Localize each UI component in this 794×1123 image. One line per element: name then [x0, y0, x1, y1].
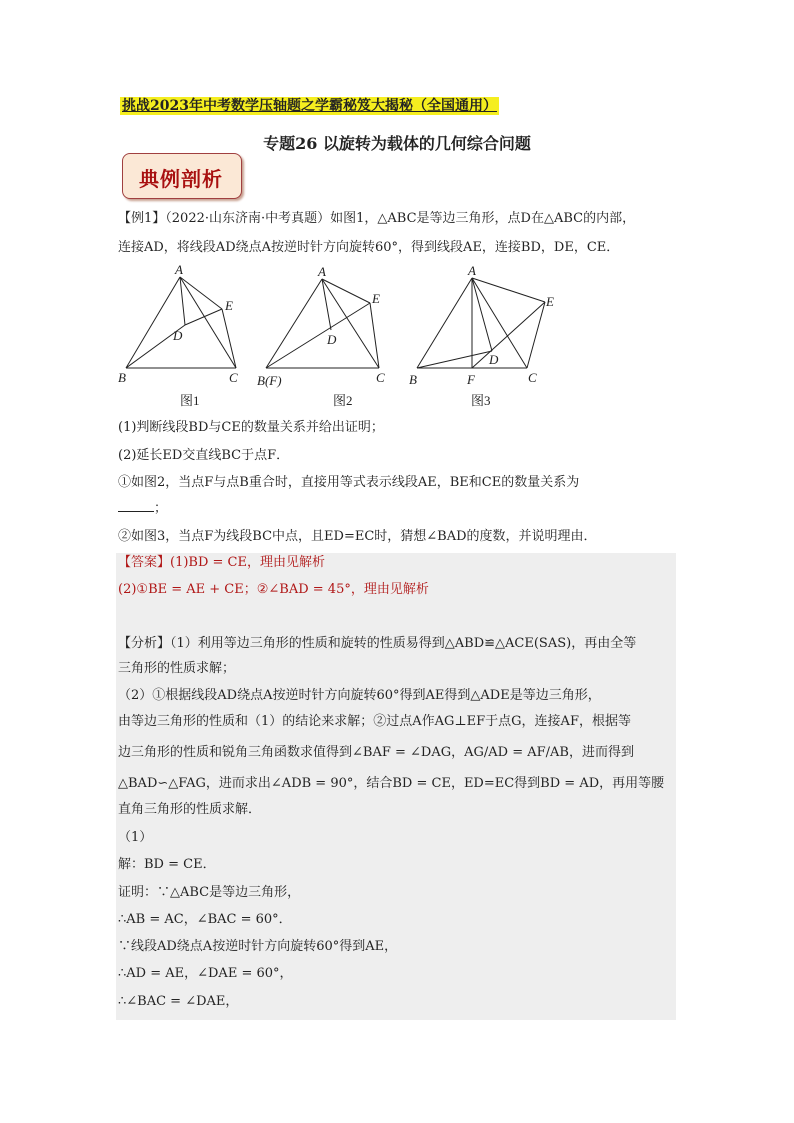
fig3-label-d: D — [489, 352, 499, 367]
fig1-label-c: C — [229, 370, 238, 385]
question-1: (1)判断线段BD与CE的数量关系并给出证明； — [118, 420, 384, 435]
fig2-label-a: A — [318, 264, 326, 279]
solution-line-4: ∵线段AD绕点A按逆时针方向旋转60°得到AE， — [118, 939, 398, 954]
fig3-label-a: A — [468, 263, 476, 278]
solution-line-6: ∴∠BAC = ∠DAE， — [118, 994, 239, 1009]
analysis-line-1: 【分析】（1）利用等边三角形的性质和旋转的性质易得到△ABD≌△ACE(SAS)，再由全等 — [118, 636, 637, 651]
analysis-line-6: △BAD∽△FAG，进而求出∠ADB = 90°，结合BD = CE，ED=EC得到BD = AD，再用等腰 — [118, 776, 665, 791]
question-2: (2)延长ED交直线BC于点F． — [118, 448, 290, 463]
question-2a-end: ； — [154, 501, 168, 516]
fig2-label-c: C — [376, 370, 385, 385]
question-2a: ①如图2，当点F与点B重合时，直接用等式表示线段AE，BE和CE的数量关系为 — [118, 475, 580, 490]
answer-blank — [118, 499, 154, 512]
analysis-line-7: 直角三角形的性质求解． — [118, 802, 262, 817]
fig3-caption: 图3 — [471, 393, 491, 408]
analysis-line-5: 边三角形的性质和锐角三角函数求值得到∠BAF = ∠DAG，AG/AD = AF/AB，进而得到 — [118, 745, 634, 760]
figure-1 — [126, 277, 236, 368]
problem-line-1: 【例1】（2022·山东济南·中考真题）如图1，△ABC是等边三角形，点D在△ABC的内部， — [118, 211, 636, 226]
fig3-label-c: C — [528, 370, 537, 385]
fig2-label-b: B(F) — [257, 373, 282, 388]
fig1-label-b: B — [118, 370, 126, 385]
figure-2 — [266, 279, 379, 368]
figure-3 — [417, 278, 545, 368]
answer-line-2: (2)①BE = AE + CE；②∠BAD = 45°，理由见解析 — [118, 582, 429, 597]
analysis-line-2: 三角形的性质求解； — [118, 661, 236, 676]
section-label: 典例剖析 — [139, 167, 223, 191]
fig1-label-e: E — [225, 298, 233, 313]
answer-line-1: 【答案】(1)BD = CE，理由见解析 — [118, 555, 325, 570]
geometry-figures — [0, 263, 794, 413]
question-2b: ②如图3，当点F为线段BC中点，且ED=EC时，猜想∠BAD的度数，并说明理由． — [118, 529, 597, 544]
solution-line-1: 解：BD = CE． — [118, 857, 216, 872]
solution-line-2: 证明：∵△ABC是等边三角形， — [118, 885, 301, 900]
fig2-label-d: D — [327, 332, 337, 347]
fig3-label-f: F — [467, 372, 475, 387]
page-title: 专题26 以旋转为载体的几何综合问题 — [263, 134, 531, 153]
question-2a-blank-line — [118, 499, 167, 518]
analysis-line-3: （2）①根据线段AD绕点A按逆时针方向旋转60°得到AE得到△ADE是等边三角形， — [118, 688, 601, 703]
solution-line-3: ∴AB = AC，∠BAC = 60°． — [118, 912, 292, 927]
analysis-line-4: 由等边三角形的性质和（1）的结论来求解；②过点A作AG⊥EF于点G，连接AF，根据等 — [118, 714, 631, 729]
fig3-label-e: E — [546, 294, 554, 309]
section-label-box — [122, 153, 242, 199]
fig2-caption: 图2 — [333, 393, 353, 408]
solution-part: （1） — [118, 830, 153, 845]
fig3-label-b: B — [409, 372, 417, 387]
fig1-label-a: A — [175, 263, 183, 277]
solution-line-5: ∴AD = AE，∠DAE = 60°， — [118, 966, 293, 981]
fig2-label-e: E — [372, 291, 380, 306]
fig1-label-d: D — [173, 328, 183, 343]
problem-line-2: 连接AD，将线段AD绕点A按逆时针方向旋转60°，得到线段AE，连接BD，DE，CE． — [118, 240, 620, 255]
series-banner: 挑战2023年中考数学压轴题之学霸秘笈大揭秘（全国通用） — [122, 98, 497, 114]
fig1-caption: 图1 — [180, 393, 200, 408]
